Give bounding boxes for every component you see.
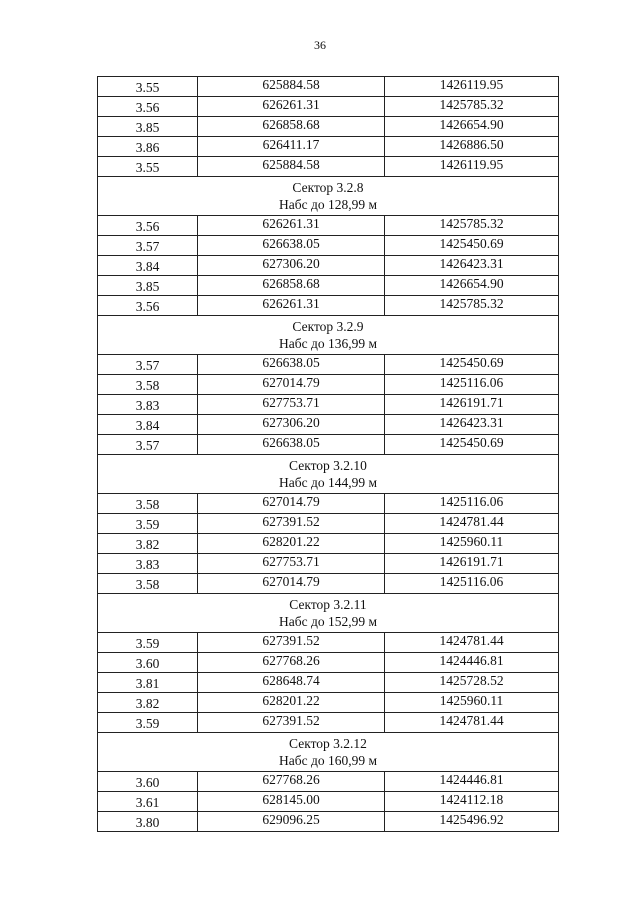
table-row <box>98 435 559 455</box>
point-number-cell: 3.56 <box>98 97 198 117</box>
y-coordinate-cell: 1425785.32 <box>385 296 559 316</box>
x-coordinate-cell: 628201.22 <box>198 693 385 713</box>
point-number-cell: 3.83 <box>98 395 198 415</box>
y-coordinate-cell: 1425450.69 <box>385 236 559 256</box>
table-row <box>98 633 559 653</box>
y-coordinate-cell: 1425496.92 <box>385 812 559 832</box>
coordinates-table <box>97 76 559 832</box>
x-coordinate-cell: 627768.26 <box>198 772 385 792</box>
sector-header-row <box>98 455 559 494</box>
table-row <box>98 276 559 296</box>
y-coordinate-cell: 1425116.06 <box>385 375 559 395</box>
y-coordinate-cell: 1426886.50 <box>385 137 559 157</box>
x-coordinate-cell: 627753.71 <box>198 395 385 415</box>
point-number-cell: 3.59 <box>98 713 198 733</box>
x-coordinate-cell: 628648.74 <box>198 673 385 693</box>
point-number-cell: 3.56 <box>98 216 198 236</box>
x-coordinate-cell: 627014.79 <box>198 574 385 594</box>
sector-height-limit: Набс до 152,99 м <box>278 614 377 629</box>
table-row <box>98 395 559 415</box>
sector-header-row <box>98 594 559 633</box>
table-row <box>98 77 559 97</box>
point-number-cell: 3.85 <box>98 117 198 137</box>
sector-header <box>98 316 559 355</box>
sector-title: Сектор 3.2.12 <box>289 736 367 751</box>
x-coordinate-cell: 627014.79 <box>198 375 385 395</box>
point-number-cell: 3.61 <box>98 792 198 812</box>
y-coordinate-cell: 1426654.90 <box>385 117 559 137</box>
y-coordinate-cell: 1425450.69 <box>385 435 559 455</box>
sector-height-limit: Набс до 128,99 м <box>278 197 377 212</box>
y-coordinate-cell: 1425785.32 <box>385 97 559 117</box>
x-coordinate-cell: 626261.31 <box>198 296 385 316</box>
x-coordinate-cell: 629096.25 <box>198 812 385 832</box>
x-coordinate-cell: 627768.26 <box>198 653 385 673</box>
sector-header <box>98 733 559 772</box>
x-coordinate-cell: 627391.52 <box>198 633 385 653</box>
table-row <box>98 713 559 733</box>
table-row <box>98 792 559 812</box>
x-coordinate-cell: 628201.22 <box>198 534 385 554</box>
table-row <box>98 693 559 713</box>
y-coordinate-cell: 1424781.44 <box>385 633 559 653</box>
x-coordinate-cell: 626858.68 <box>198 276 385 296</box>
x-coordinate-cell: 627391.52 <box>198 713 385 733</box>
sector-title: Сектор 3.2.8 <box>292 180 364 195</box>
table-row <box>98 137 559 157</box>
point-number-cell: 3.82 <box>98 693 198 713</box>
table-row <box>98 514 559 534</box>
table-row <box>98 673 559 693</box>
y-coordinate-cell: 1426119.95 <box>385 77 559 97</box>
sector-header-row <box>98 733 559 772</box>
y-coordinate-cell: 1425960.11 <box>385 534 559 554</box>
point-number-cell: 3.82 <box>98 534 198 554</box>
y-coordinate-cell: 1425450.69 <box>385 355 559 375</box>
table-row <box>98 117 559 137</box>
y-coordinate-cell: 1426119.95 <box>385 157 559 177</box>
table-row <box>98 653 559 673</box>
sector-title: Сектор 3.2.11 <box>289 597 367 612</box>
point-number-cell: 3.58 <box>98 375 198 395</box>
point-number-cell: 3.83 <box>98 554 198 574</box>
point-number-cell: 3.84 <box>98 256 198 276</box>
sector-height-limit: Набс до 136,99 м <box>278 336 377 351</box>
sector-height-limit: Набс до 144,99 м <box>278 475 377 490</box>
table-row <box>98 574 559 594</box>
x-coordinate-cell: 626638.05 <box>198 236 385 256</box>
y-coordinate-cell: 1424781.44 <box>385 514 559 534</box>
table-row <box>98 415 559 435</box>
y-coordinate-cell: 1425785.32 <box>385 216 559 236</box>
point-number-cell: 3.58 <box>98 494 198 514</box>
sector-header <box>98 455 559 494</box>
table-row <box>98 216 559 236</box>
point-number-cell: 3.56 <box>98 296 198 316</box>
table-row <box>98 236 559 256</box>
x-coordinate-cell: 626261.31 <box>198 97 385 117</box>
coordinates-table-body <box>98 77 559 832</box>
table-row <box>98 554 559 574</box>
x-coordinate-cell: 626411.17 <box>198 137 385 157</box>
x-coordinate-cell: 625884.58 <box>198 157 385 177</box>
point-number-cell: 3.57 <box>98 355 198 375</box>
x-coordinate-cell: 627753.71 <box>198 554 385 574</box>
y-coordinate-cell: 1426423.31 <box>385 415 559 435</box>
sector-height-limit: Набс до 160,99 м <box>278 753 377 768</box>
y-coordinate-cell: 1424446.81 <box>385 772 559 792</box>
point-number-cell: 3.85 <box>98 276 198 296</box>
x-coordinate-cell: 627306.20 <box>198 256 385 276</box>
x-coordinate-cell: 628145.00 <box>198 792 385 812</box>
table-row <box>98 296 559 316</box>
point-number-cell: 3.81 <box>98 673 198 693</box>
point-number-cell: 3.57 <box>98 435 198 455</box>
table-row <box>98 534 559 554</box>
table-row <box>98 97 559 117</box>
point-number-cell: 3.84 <box>98 415 198 435</box>
x-coordinate-cell: 626638.05 <box>198 435 385 455</box>
y-coordinate-cell: 1426191.71 <box>385 554 559 574</box>
table-row <box>98 256 559 276</box>
x-coordinate-cell: 627391.52 <box>198 514 385 534</box>
point-number-cell: 3.55 <box>98 77 198 97</box>
y-coordinate-cell: 1426423.31 <box>385 256 559 276</box>
table-row <box>98 375 559 395</box>
point-number-cell: 3.86 <box>98 137 198 157</box>
point-number-cell: 3.57 <box>98 236 198 256</box>
table-row <box>98 772 559 792</box>
table-row <box>98 812 559 832</box>
x-coordinate-cell: 625884.58 <box>198 77 385 97</box>
point-number-cell: 3.58 <box>98 574 198 594</box>
point-number-cell: 3.55 <box>98 157 198 177</box>
x-coordinate-cell: 626858.68 <box>198 117 385 137</box>
x-coordinate-cell: 626261.31 <box>198 216 385 236</box>
y-coordinate-cell: 1424781.44 <box>385 713 559 733</box>
sector-header <box>98 594 559 633</box>
y-coordinate-cell: 1425728.52 <box>385 673 559 693</box>
y-coordinate-cell: 1425116.06 <box>385 574 559 594</box>
y-coordinate-cell: 1424112.18 <box>385 792 559 812</box>
table-row <box>98 157 559 177</box>
point-number-cell: 3.59 <box>98 514 198 534</box>
x-coordinate-cell: 627306.20 <box>198 415 385 435</box>
table-row <box>98 355 559 375</box>
y-coordinate-cell: 1424446.81 <box>385 653 559 673</box>
point-number-cell: 3.59 <box>98 633 198 653</box>
sector-header-row <box>98 316 559 355</box>
page-number: 36 <box>314 38 326 52</box>
point-number-cell: 3.80 <box>98 812 198 832</box>
sector-title: Сектор 3.2.9 <box>292 319 364 334</box>
point-number-cell: 3.60 <box>98 653 198 673</box>
sector-title: Сектор 3.2.10 <box>289 458 367 473</box>
sector-header-row <box>98 177 559 216</box>
y-coordinate-cell: 1425116.06 <box>385 494 559 514</box>
y-coordinate-cell: 1426654.90 <box>385 276 559 296</box>
sector-header <box>98 177 559 216</box>
table-row <box>98 494 559 514</box>
x-coordinate-cell: 626638.05 <box>198 355 385 375</box>
y-coordinate-cell: 1425960.11 <box>385 693 559 713</box>
point-number-cell: 3.60 <box>98 772 198 792</box>
y-coordinate-cell: 1426191.71 <box>385 395 559 415</box>
x-coordinate-cell: 627014.79 <box>198 494 385 514</box>
